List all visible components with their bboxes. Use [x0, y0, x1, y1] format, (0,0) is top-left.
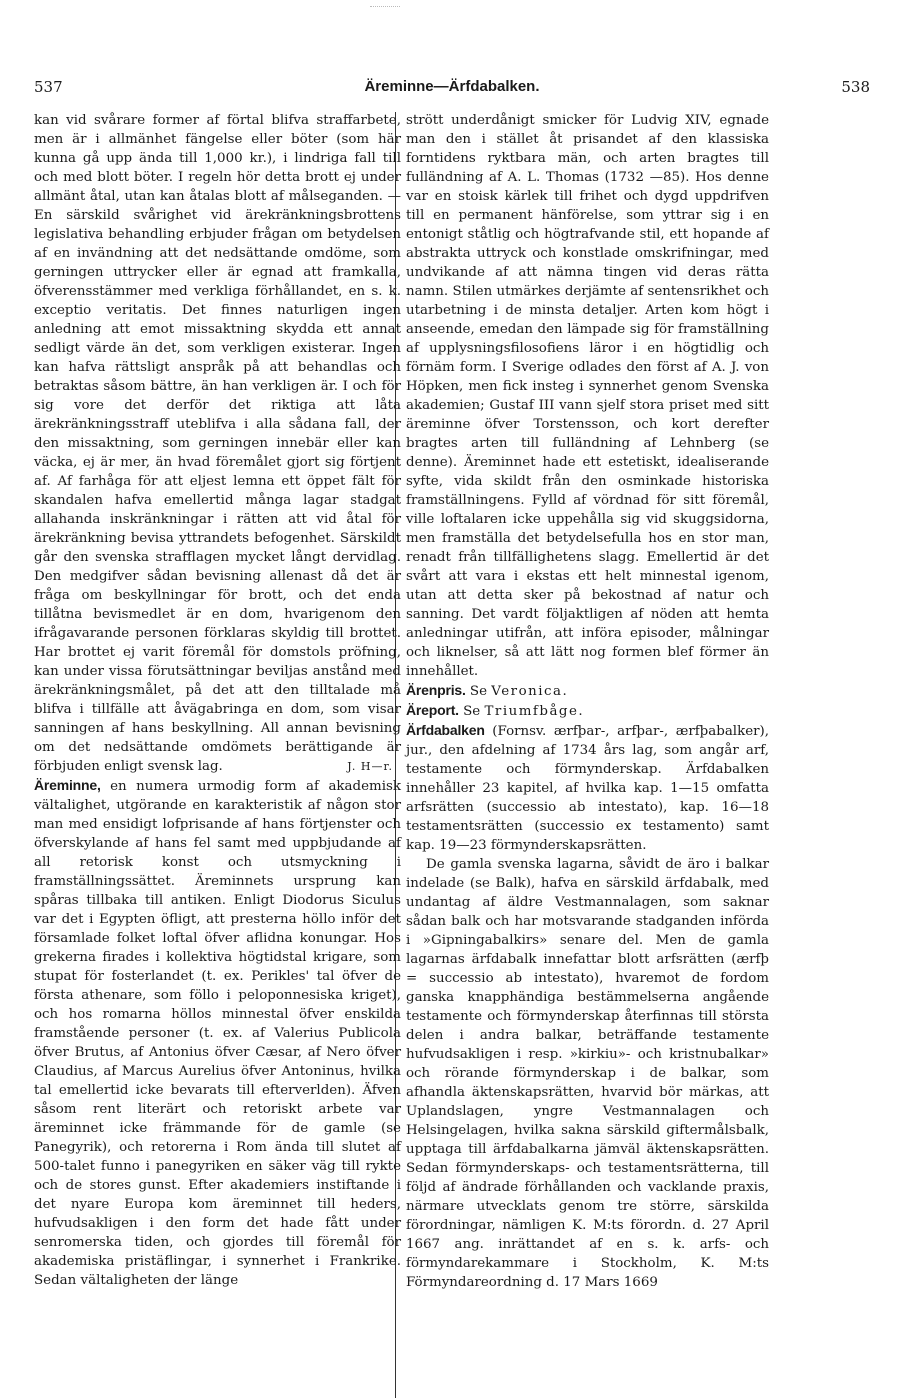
author-signature: J. H—r.: [347, 760, 393, 773]
entry-areminne: [34, 776, 401, 1290]
entry-text: (Fornsv. ærfþar-, arfþar-, ærfþabalker), jur., den afdelning af 1734 års lag, som angår arf, testamente och förmynderskap. Ärfdabalken innehåller 23 kapitel, af hvilka kap. 1—15 omfatta arfsrätten (successio ab intestato), kap. 16—18 testamentsrätten (successio ex testamento) samt kap. 19—23 förmynderskapsrätten.: [406, 724, 769, 853]
paragraph-text: strött underdånigt smicker för Ludvig XIV, egnade man den i stället åt prisandet af den klassiska forntidens ryktbara män, och arten bragtes till fulländning af A. L. Thomas (1732 —85). Hos denne var en stoisk kärlek till frihet och dygd uppdrifven till en permanent hänförelse, som yttrar sig i en entonigt ståtlig och högtrafvande stil, ett hopande af abstrakta uttryck och konstlade omskrifningar, med undvikande af att nämna tingen vid deras rätta namn. Stilen utmärkes derjämte af sentensrikhet och utarbetning i de minsta detaljer. Arten kom högt i anseende, emedan den lämpade sig för framställning af upplysningsfilosofiens läror i en högtidlig och förnäm form. I Sverige odlades den först af A. J. von Höpken, men fick insteg i synnerhet genom Svenska akademien; Gustaf III vann sjelf stora priset med sitt äreminne öfver Torstensson, och kort derefter bragtes arten till fulländning af Lehnberg (se denne). Äreminnet hade ett estetiskt, idealiserande syfte, vida skildt från den osminkade historiska framställningens. Fylld af vördnad för sitt föremål, ville loftalaren icke uppehålla sig vid skuggsidorna, men framställa det betydelsefulla hos en stor man, renadt från tillfällighetens slagg. Emellertid är det svårt att vara i ekstas ett helt minnestal igenom, utan att detta sker på bekostnad af natur och sanning. Det vardt följaktligen af nöden att hemta anledningar utifrån, att införa episoder, målningar och liknelser, så att lätt nog formen blef förmer än innehållet.: [406, 113, 769, 679]
page-number-left: 537: [34, 78, 63, 96]
entry-headword: Ärfdabalken: [406, 722, 485, 738]
paragraph-defamation: [34, 111, 401, 776]
paragraph-old-laws: [406, 855, 769, 1292]
cross-reference: Veronica.: [491, 684, 569, 699]
entry-headword: Äreminne,: [34, 777, 101, 793]
paragraph-text: kan vid svårare former af förtal blifva straffarbete, men är i allmänhet fängelse eller böter (som här kunna gå upp ända till 1,000 kr.), i lindriga fall till och med blott böter. I regeln hör detta brott ej under allmänt åtal, utan kan åtalas blott af målseganden. — En särskild svårighet vid ärekränkningsbrottens legislativa behandling erbjuder frågan om betydelsen af en invändning att det nedsättande omdöme, som gerningen uttrycker eller är egnad att framkalla, öfverensstämmer med verkliga förhållandet, en s. k. exceptio veritatis. Det finnes naturligen ingen anledning att emot missaktning skydda ett annat sedligt värde än det, som verkligen existerar. Ingen kan hafva rättsligt anspråk på att behandlas och betraktas såsom bättre, än han verkligen är. I och för sig vore det derför det riktiga att låta ärekränkningsstraff uteblifva i alla sådana fall, der den missaktning, som gerningen innebär eller kan väcka, ej är mer, än hvad föremålet gjort sig förtjent af. Af farhåga för att eljest lemna ett öppet fält för skandalen hafva emellertid många lagar stadgat allahanda inskränkningar i rätten att vid åtal för ärekränkning bevisa yttrandets befogenhet. Särskildt går den svenska strafflagen mycket långt dervidlag. Den medgifver sådan bevisning allenast då det är fråga om beskyllningar för brott, och det enda tillåtna bevismedlet är en dom, hvarigenom den ifrågavarande personen förklaras skyldig till brottet. Har brottet ej varit föremål för domstols pröfning, kan under vissa förutsättningar beviljas anstånd med ärekränkningsmålet, på det att den tilltalade må blifva i tillfälle att åvägabringa en dom, som visar sanningen af hans beskyllning. All annan bevisning om det nedsättande omdömets berättigande är förbjuden enligt svensk lag.: [34, 113, 401, 774]
entry-text: Se: [465, 684, 492, 699]
page-header: [34, 78, 870, 106]
cross-reference: Triumfbåge.: [484, 704, 585, 719]
entry-headword: Ärenpris.: [406, 682, 466, 698]
top-edge-mark: [370, 6, 400, 8]
entry-text: en numera urmodig form af akademisk vältalighet, utgörande en karakteristik af någon stor man med ensidigt lofprisande af hans förtjenster och öfverskylande af hans fel samt med uppbjudande af all retorisk konst och utsmyckning i framställningssättet. Äreminnets ursprung kan spåras tillbaka till antiken. Enligt Diodorus Siculus var det i Egypten öfligt, att presterna höllo inför det församlade folket loftal öfver aflidna konungar. Hos grekerna firades i kollektiva högtidstal krigare, som stupat för fosterlandet (t. ex. Perikles' tal öfver de första athenare, som föllo i peloponnesiska kriget), och hos romarna höllos minnestal öfver enskilda framstående personer (t. ex. af Valerius Publicola öfver Brutus, af Antonius öfver Cæsar, af Nero öfver Claudius, af Marcus Aurelius öfver Antoninus, hvilka tal emellertid icke bevarats till efterverlden). Äfven såsom rent literärt och retoriskt arbete var äreminnet icke främmande för de gamle (se Panegyrik), och retorerna i Rom ända till slutet af 500-talet funno i panegyriken en säker väg till rykte och de stores gunst. Efter akademiers instiftande i det nyare Europa kom äreminnet till heders, hufvudsakligen i den form det hade fått under senromerska tiden, och gjordes till föremål för akademiska pristäflingar, i synnerhet i Frankrike. Sedan vältaligheten der länge: [34, 779, 401, 1288]
right-column: [406, 111, 769, 1292]
paragraph-continuation: [406, 111, 769, 681]
page-number-right: 538: [841, 78, 870, 96]
entry-arenpris: [406, 681, 769, 701]
left-column: [34, 111, 401, 1290]
entry-areport: [406, 701, 769, 721]
entry-arfdabalken: [406, 721, 769, 855]
paragraph-text: De gamla svenska lagarna, såvidt de äro i balkar indelade (se Balk), hafva en särskild ärfdabalk, med undantag af äldre Vestmannalagen, som saknar sådan balk och har motsvarande stadganden införda i »Gipningabalkirs» senare del. Men de gamla lagarnas ärfdabalk innefattar blott arfsrätten (ærfþ = successio ab intestato), hvaremot de fordom ganska knapphändiga bestämmelserna angående testamente och förmynderskap återfinnas till största delen i andra balkar, beträffande testamente hufvudsakligen i resp. »kirkiu»- och kristnubalkar» och rörande förmynderskap i de balkar, som afhandla äktenskapsrätten, hvarvid bör märkas, att Uplandslagen, yngre Vestmannalagen och Helsingelagen, hvilka sakna särskild giftermålsbalk, upptaga till ärfdabalkarna jämväl äktenskapsrätten. Sedan förmynderskaps- och testamentsrätterna, till följd af ändrade förhållanden och vacklande praxis, närmare utvecklats genom tre större, särskilda förordningar, nämligen K. M:ts förordn. d. 27 April 1667 ang. inrättandet af en s. k. arfs- och förmyndarekammare i Stockholm, K. M:ts Förmyndareordning d. 17 Mars 1669: [406, 857, 769, 1290]
running-title: Äreminne—Ärfdabalken.: [364, 78, 540, 95]
entry-headword: Äreport.: [406, 702, 459, 718]
entry-text: Se: [458, 704, 485, 719]
